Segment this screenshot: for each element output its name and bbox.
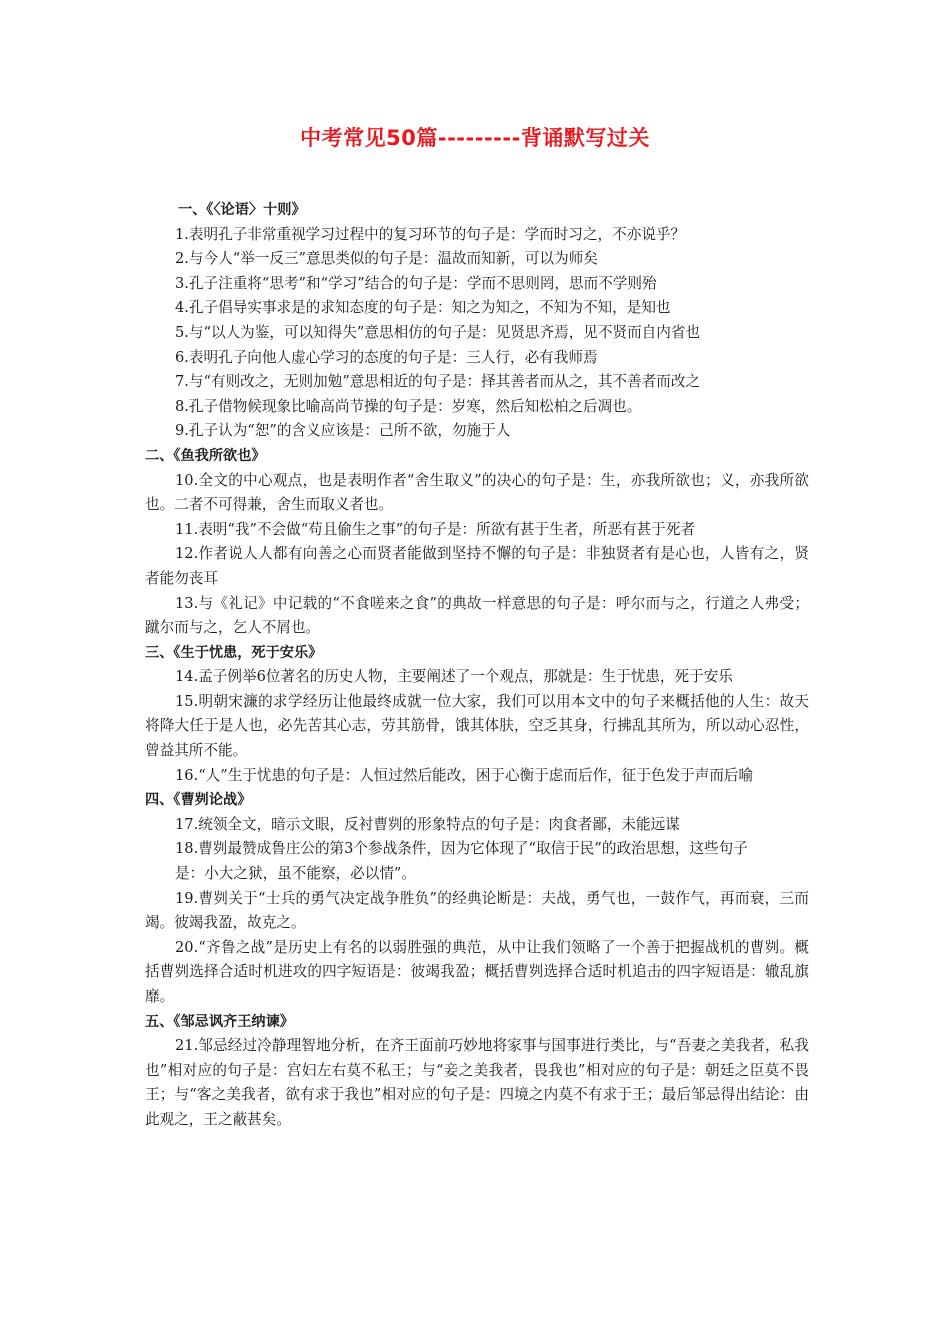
- list-item: 14.孟子例举6位著名的历史人物，主要阐述了一个观点，那就是：生于忧患，死于安乐: [175, 668, 733, 686]
- list-item: 6.表明孔子向他人虚心学习的态度的句子是：三人行，必有我师焉: [175, 348, 598, 366]
- section-heading: 一、《〈论语〉十则》: [178, 202, 306, 218]
- list-item: 18.曹刿最赞成鲁庄公的第3个参战条件，因为它体现了“取信于民”的政治思想，这些句子: [175, 840, 748, 858]
- list-item: 4.孔子倡导实事求是的求知态度的句子是：知之为知之，不知为不知，是知也: [175, 299, 671, 317]
- list-item: 8.孔子借物候现象比喻高尚节操的句子是：岁寒，然后知松柏之后凋也。: [175, 397, 642, 415]
- list-item: 13.与《礼记》中记载的“不食嗟来之食”的典故一样意思的句子是：呼尔而与之，行道之人弗受；蹴尔而与之，乞人不屑也。: [145, 594, 809, 637]
- list-item: 11.表明“我”不会做“苟且偷生之事”的句子是：所欲有甚于生者，所恶有甚于死者: [175, 520, 696, 538]
- section-lunyu: [145, 198, 809, 444]
- list-item: 5.与“以人为鉴，可以知得失”意思相仿的句子是：见贤思齐焉，见不贤而自内省也: [175, 323, 701, 341]
- section-heading: 五、《邹忌讽齐王纳谏》: [145, 1013, 294, 1030]
- list-item: 1.表明孔子非常重视学习过程中的复习环节的句子是：学而时习之，不亦说乎？: [175, 225, 686, 243]
- list-item: 16.“人”生于忧患的句子是：人恒过然后能改，困于心衡于虑而后作，征于色发于声而后喻: [175, 766, 754, 784]
- list-item: 7.与“有则改之，无则加勉”意思相近的句子是：择其善者而从之，其不善者而改之: [175, 373, 701, 391]
- section-heading: 三、《生于忧患，死于安乐》: [145, 644, 323, 661]
- list-item-continuation: 是：小大之狱，虽不能察，必以情”。: [175, 865, 416, 883]
- list-item: 19.曹刿关于“士兵的勇气决定战争胜负”的经典论断是：夫战，勇气也，一鼓作气，再而衰，三而竭。彼竭我盈，故克之。: [145, 889, 809, 932]
- section-caoguilunzhan: [145, 788, 809, 1009]
- section-zoujifengqiwang: [145, 1010, 809, 1133]
- list-item: 20.“齐鲁之战”是历史上有名的以弱胜强的典范，从中让我们领略了一个善于把握战机的曹刿。概括曹刿选择合适时机进攻的四字短语是：彼竭我盈；概括曹刿选择合适时机追击的四字短语是：辙乱旗靡。: [145, 938, 809, 1005]
- list-item: 2.与今人“举一反三”意思类似的句子是：温故而知新，可以为师矣: [175, 250, 598, 268]
- list-item: 3.孔子注重将“思考”和“学习”结合的句子是：学而不思则罔，思而不学则殆: [175, 274, 657, 292]
- page-title: 中考常见50篇---------背诵默写过关: [300, 126, 650, 150]
- document-body: [145, 198, 809, 1133]
- section-heading: 四、《曹刿论战》: [145, 792, 252, 809]
- list-item: 9.孔子认为“恕”的含义应该是：己所不欲，勿施于人: [175, 422, 511, 440]
- list-item: 10.全文的中心观点，也是表明作者“舍生取义”的决心的句子是：生，亦我所欲也；义，亦我所欲也。二者不可得兼，舍生而取义者也。: [145, 471, 809, 514]
- section-heading: 二、《鱼我所欲也》: [145, 447, 266, 464]
- list-item: 15.明朝宋濂的求学经历让他最终成就一位大家，我们可以用本文中的句子来概括他的人生：故天将降大任于是人也，必先苦其心志，劳其筋骨，饿其体肤，空乏其身，行拂乱其所为，所以动心忍性，曾益其所不能。: [145, 692, 809, 760]
- section-yuwosuoyuye: [145, 444, 809, 641]
- list-item: 12.作者说人人都有向善之心而贤者能做到坚持不懈的句子是：非独贤者有是心也，人皆有之，贤者能勿丧耳: [145, 545, 809, 587]
- list-item: 21.邹忌经过冷静理智地分析，在齐王面前巧妙地将家事与国事进行类比，与“吾妻之美我者，私我也”相对应的句子是：宫妇左右莫不私王；与“妾之美我者，畏我也”相对应的句子是：朝廷之臣莫不畏王；与“客之美我者，欲有求于我也”相对应的句子是：四境之内莫不有求于王；最后邹忌得出结论：由此观之，王之蔽甚矣。: [145, 1037, 809, 1128]
- list-item: 17.统领全文，暗示文眼，反衬曹刿的形象特点的句子是：肉食者鄙，未能远谋: [175, 815, 680, 833]
- section-shengyuyouhuan: [145, 641, 809, 789]
